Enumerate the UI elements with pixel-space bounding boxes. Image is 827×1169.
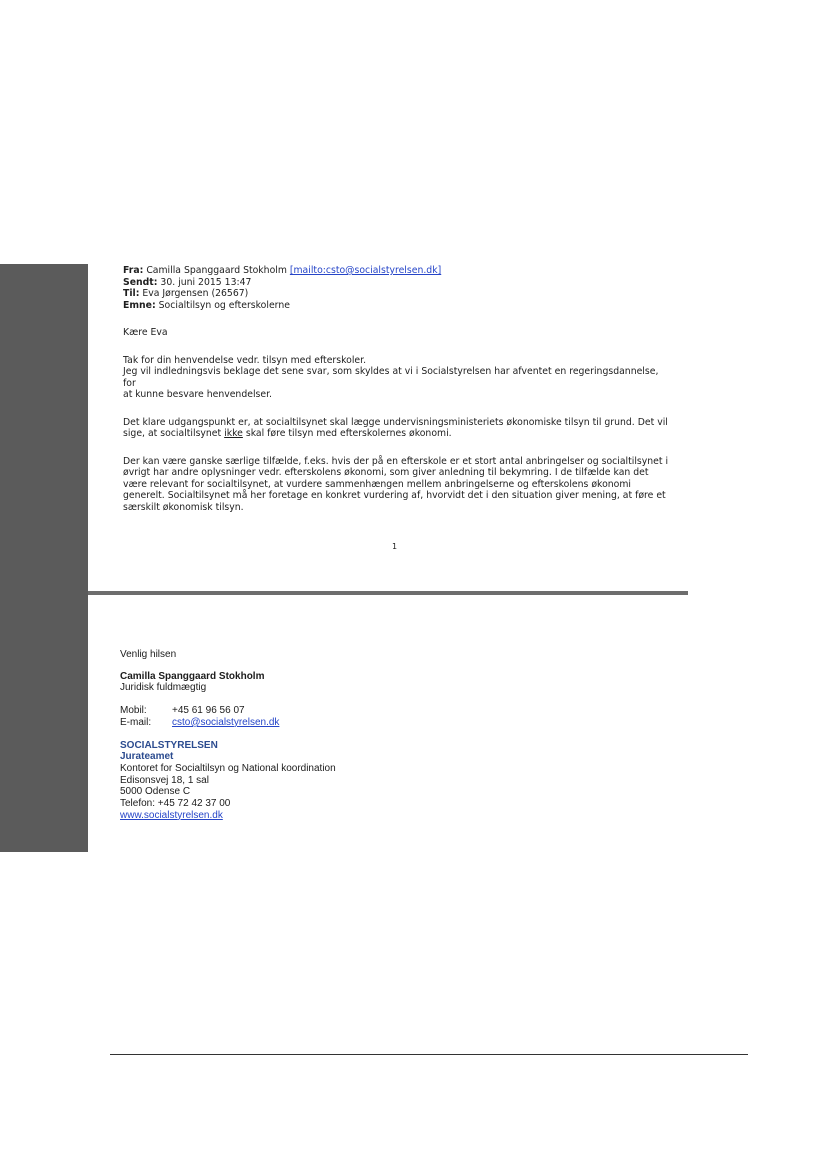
office-name: Kontoret for Socialtilsyn og National koordination [120,762,336,774]
from-mailto-link[interactable]: [mailto:csto@socialstyrelsen.dk] [289,265,442,276]
footer-rule [110,1054,748,1055]
paragraph-2-pre: sige, at socialtilsynet [123,428,225,439]
street-address: Edisonsvej 18, 1 sal [120,774,209,786]
email-body [123,265,673,513]
paragraph-2-line-2 [123,428,673,440]
team-name: Jurateamet [120,751,174,763]
closing: Venlig hilsen [120,649,177,660]
header-to [123,288,673,300]
paragraph-2-line-1: Det klare udgangspunkt er, at socialtilsynet skal lægge undervisningsministeriets økonomiske tilsyn til grund. Det vil [123,416,668,428]
paragraph-1 [123,355,673,401]
email-row [120,717,520,729]
scan-side-bar [0,264,88,852]
subject-label: Emne: [123,299,156,311]
paragraph-3-line-2: øvrigt har andre oplysninger vedr. efterskolens økonomi, som giver anledning til bekymring. I de tilfælde kan det [123,467,649,478]
signature-name: Camilla Spanggaard Stokholm [120,670,265,682]
to-label: Til: [123,288,140,299]
page-number: 1 [392,542,398,551]
paragraph-2-post: skal føre tilsyn med efterskolernes økonomi. [242,428,452,439]
mobile-value: +45 61 96 56 07 [172,705,245,717]
from-name: Camilla Spanggaard Stokholm [146,265,287,276]
header-sent [123,277,673,289]
website-link[interactable]: www.socialstyrelsen.dk [120,809,223,821]
signature-block [120,649,520,821]
mobile-label: Mobil: [120,705,147,717]
paragraph-3-line-5: særskilt økonomisk tilsyn. [123,501,244,513]
paragraph-1-line-2: Jeg vil indledningsvis beklage det sene svar, som skyldes at vi i Socialstyrelsen har afventet en regeringsdannelse, for [123,366,659,389]
paragraph-2-underlined-word: ikke [224,428,243,439]
mobile-row [120,705,520,717]
header-subject [123,300,673,312]
header-from [123,265,673,277]
paragraph-3-line-3: være relevant for socialtilsynet, at vurdere sammenhængen mellem anbringelserne og efterskolens økonomi [123,478,631,490]
signature-title: Juridisk fuldmægtig [120,682,207,694]
sent-label: Sendt: [123,276,158,288]
paragraph-2 [123,417,673,440]
sent-value: 30. juni 2015 13:47 [160,276,252,288]
paragraph-1-line-1: Tak for din henvendelse vedr. tilsyn med efterskoler. [123,354,367,366]
paragraph-3-line-1: Der kan være ganske særlige tilfælde, f.eks. hvis der på en efterskole er et stort antal anbringelser og socialtilsynet i [123,455,669,467]
subject-value: Socialtilsyn og efterskolerne [158,299,290,311]
paragraph-1-line-3: at kunne besvare henvendelser. [123,389,273,400]
from-label: Fra: [123,265,144,276]
to-value: Eva Jørgensen (26567) [142,288,249,299]
paragraph-3 [123,456,673,514]
email-link[interactable]: csto@socialstyrelsen.dk [172,716,280,728]
email-label: E-mail: [120,716,152,728]
paragraph-3-line-4: generelt. Socialtilsynet må her foretage en konkret vurdering af, hvorvidt det i den situation giver mening, at føre et [123,490,666,501]
org-name: SOCIALSTYRELSEN [120,739,218,751]
phone-number: Telefon: +45 72 42 37 00 [120,798,231,810]
greeting: Kære Eva [123,327,168,338]
city-address: 5000 Odense C [120,786,191,798]
